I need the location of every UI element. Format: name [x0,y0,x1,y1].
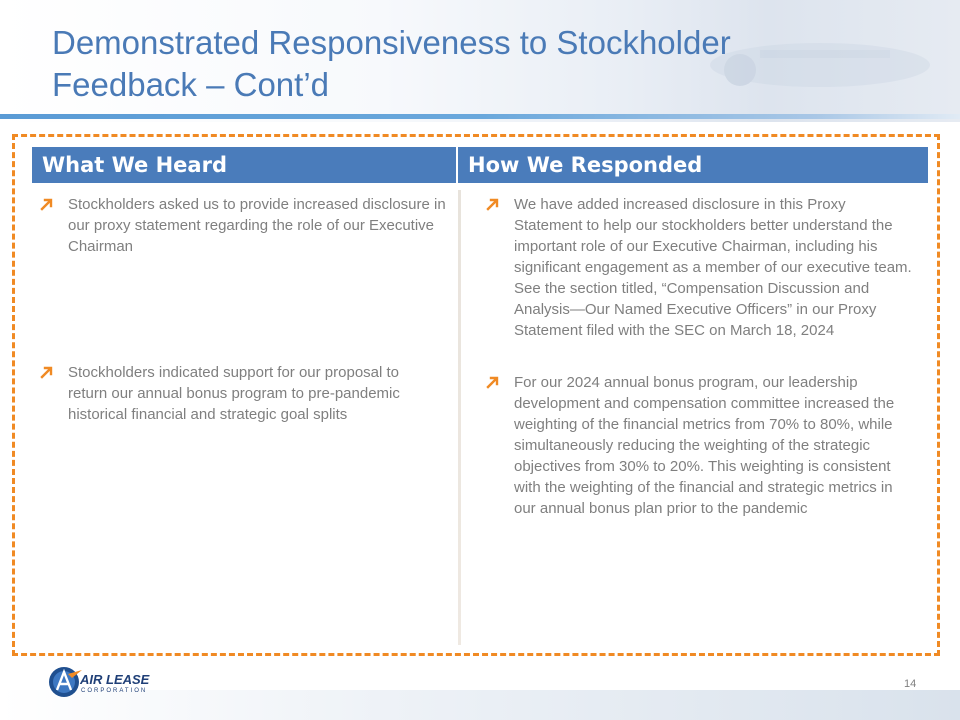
logo-name: AIR LEASE [80,672,150,687]
slide-title [52,22,812,106]
heard-item-2 [68,362,428,425]
table-header-row [32,147,928,183]
slide-title-line-1: Demonstrated Responsiveness to Stockholder [52,24,731,61]
slide-title-line-2: Feedback – Cont’d [52,66,330,103]
heard-item-2-text: Stockholders indicated support for our proposal to return our annual bonus program to pre-pandemic historical financial and strategic goal splits [68,364,400,423]
column-divider [458,190,461,645]
title-underline [0,114,960,119]
bullet-arrow-icon [486,197,500,211]
page-number: 14 [904,678,917,690]
responded-item-2-text: For our 2024 annual bonus program, our leadership development and compensation committee increased the weighting of the financial metrics from 70% to 80%, while simultaneously reducing the weighting of the strategic objectives from 30% to 20%. This weighting is consistent with the weighting of the financial and strategic metrics in our annual bonus plan prior to the pandemic [514,374,895,517]
responded-item-1-text: We have added increased disclosure in this Proxy Statement to help our stockholders better understand the important role of our Executive Chairman, including his significant engagement as a member of our executive team. See the section titled, “Compensation Discussion and Analysis—Our Named Executive Officers” in our Proxy Statement filed with the SEC on March 18, 2024 [514,196,912,339]
bullet-arrow-icon [40,365,54,379]
logo-subtitle: CORPORATION [81,688,148,694]
responded-item-2 [514,372,914,519]
heard-item-1 [68,194,448,257]
header-how-we-responded: How We Responded [458,147,928,183]
heard-item-1-text: Stockholders asked us to provide increased disclosure in our proxy statement regarding the role of our Executive Chairman [68,196,446,255]
header-what-we-heard: What We Heard [32,147,458,183]
footer-bar [0,690,960,720]
bullet-arrow-icon [486,375,500,389]
bullet-arrow-icon [40,197,54,211]
responded-item-1 [514,194,914,341]
